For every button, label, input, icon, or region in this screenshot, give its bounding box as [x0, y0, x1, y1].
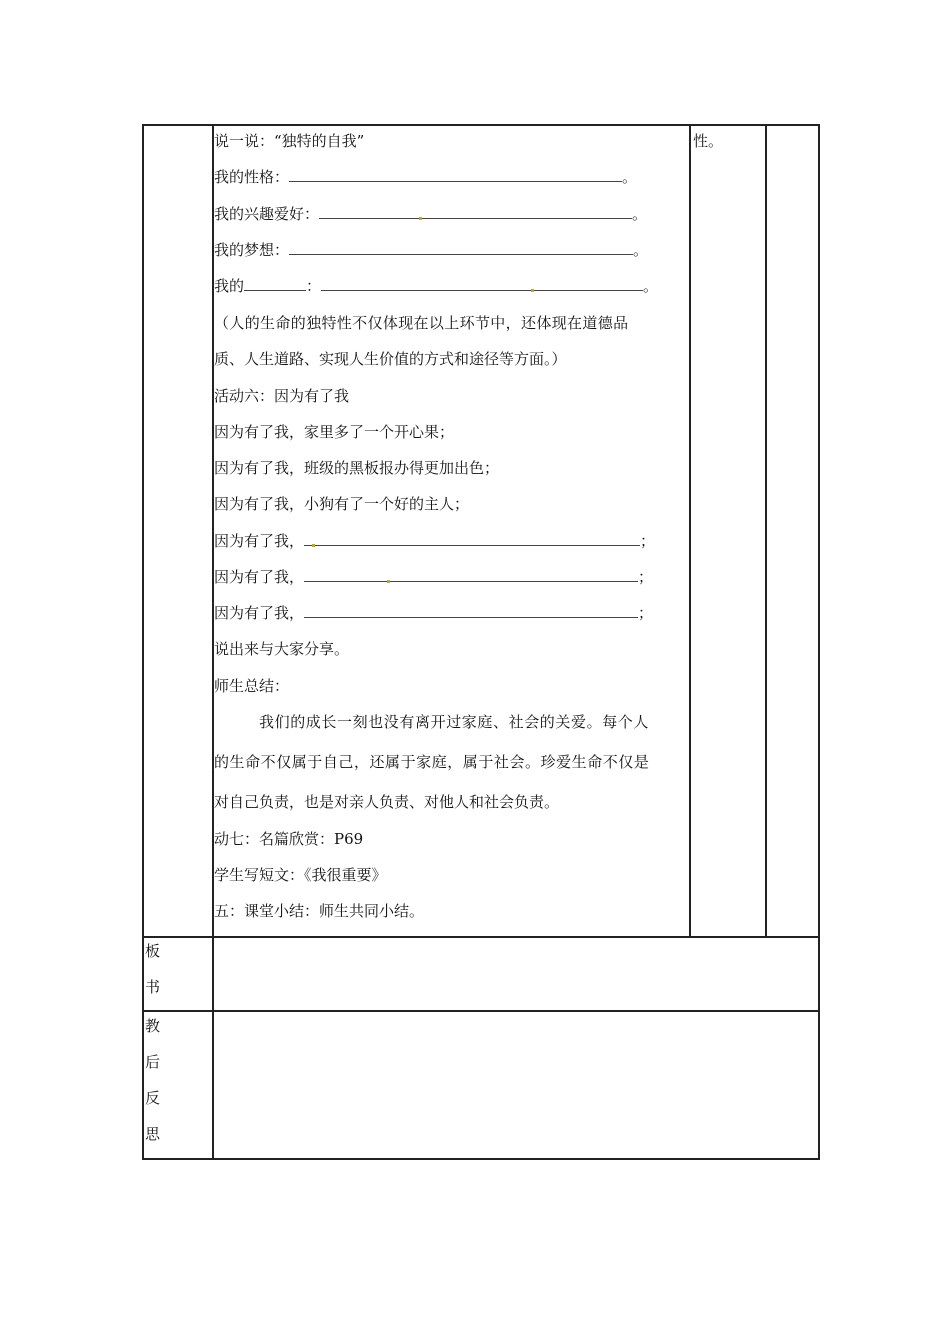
blank-dream[interactable]	[289, 240, 633, 255]
summary-para-2: 的生命不仅属于自己，还属于家庭，属于社会。珍爱生命不仅是	[214, 753, 650, 771]
reflection-label-char-3: 反	[145, 1089, 161, 1107]
because-fill-1	[214, 531, 655, 551]
reflection-label-char-1: 教	[145, 1017, 161, 1035]
because-fill-3	[214, 603, 653, 623]
label-personality: 我的性格：	[214, 168, 290, 186]
activity-seven: 动七：名篇欣赏：P69	[214, 830, 364, 848]
because-label-2: 因为有了我，	[214, 568, 305, 586]
writing-task: 学生写短文：《我很重要》	[214, 866, 387, 884]
content-line-note-1: （人的生命的独特性不仅体现在以上环节中，还体现在道德品	[214, 314, 629, 332]
blank-because-1[interactable]	[304, 531, 640, 546]
label-dream: 我的梦想：	[214, 241, 290, 259]
semicolon-3: ；	[638, 604, 654, 622]
fill-line-dream	[214, 240, 648, 260]
share-line: 说出来与大家分享。	[214, 640, 350, 658]
label-my: 我的	[214, 277, 245, 295]
board-label-char-2: 书	[145, 978, 161, 996]
because-line-3: 因为有了我，小狗有了一个好的主人；	[214, 495, 470, 513]
summary-title: 师生总结：	[214, 677, 290, 695]
note-column-border	[765, 124, 767, 937]
content-line-1: 说一说：“独特的自我”	[214, 132, 365, 150]
reflection-label-char-2: 后	[145, 1053, 161, 1071]
period-1: 。	[622, 168, 638, 186]
fill-line-hobby	[214, 204, 647, 224]
blank-hobby[interactable]	[319, 204, 632, 219]
period-3: 。	[633, 241, 649, 259]
note-cell-text: 性。	[693, 132, 724, 150]
content-column-border	[689, 124, 691, 937]
summary-para-1: 我们的成长一刻也没有离开过家庭、社会的关爱。每个人	[259, 713, 650, 731]
period-4: 。	[643, 277, 659, 295]
semicolon-1: ；	[640, 532, 656, 550]
because-line-2: 因为有了我，班级的黑板报办得更加出色；	[214, 459, 500, 477]
semicolon-2: ；	[638, 568, 654, 586]
blank-because-2[interactable]	[304, 567, 638, 582]
blank-my-answer[interactable]	[321, 276, 643, 291]
table-right-border	[818, 124, 820, 1159]
table-top-border	[142, 124, 820, 126]
because-label-1: 因为有了我，	[214, 532, 305, 550]
because-fill-2	[214, 567, 653, 587]
table-bottom-border	[142, 1158, 820, 1160]
board-label-char-1: 板	[145, 942, 161, 960]
blank-because-3[interactable]	[304, 603, 638, 618]
because-label-3: 因为有了我，	[214, 604, 305, 622]
table-left-border	[142, 124, 144, 1159]
summary-para-3: 对自己负责，也是对亲人负责、对他人和社会负责。	[214, 793, 560, 811]
activity-six-title: 活动六：因为有了我	[214, 387, 350, 405]
blank-my-topic[interactable]	[244, 276, 306, 291]
label-hobby: 我的兴趣爱好：	[214, 205, 320, 223]
board-content-cell[interactable]	[214, 938, 817, 1009]
fill-line-personality	[214, 167, 637, 187]
fill-line-my	[214, 276, 658, 296]
reflection-content-cell[interactable]	[214, 1012, 817, 1157]
colon-my: ：	[306, 277, 322, 295]
reflection-label-char-4: 思	[145, 1125, 161, 1143]
because-line-1: 因为有了我，家里多了一个开心果；	[214, 423, 455, 441]
period-2: 。	[632, 205, 648, 223]
content-line-note-2: 质、人生道路、实现人生价值的方式和途径等方面。）	[214, 350, 567, 368]
blank-personality[interactable]	[289, 167, 622, 182]
class-summary: 五：课堂小结：师生共同小结。	[214, 902, 425, 920]
